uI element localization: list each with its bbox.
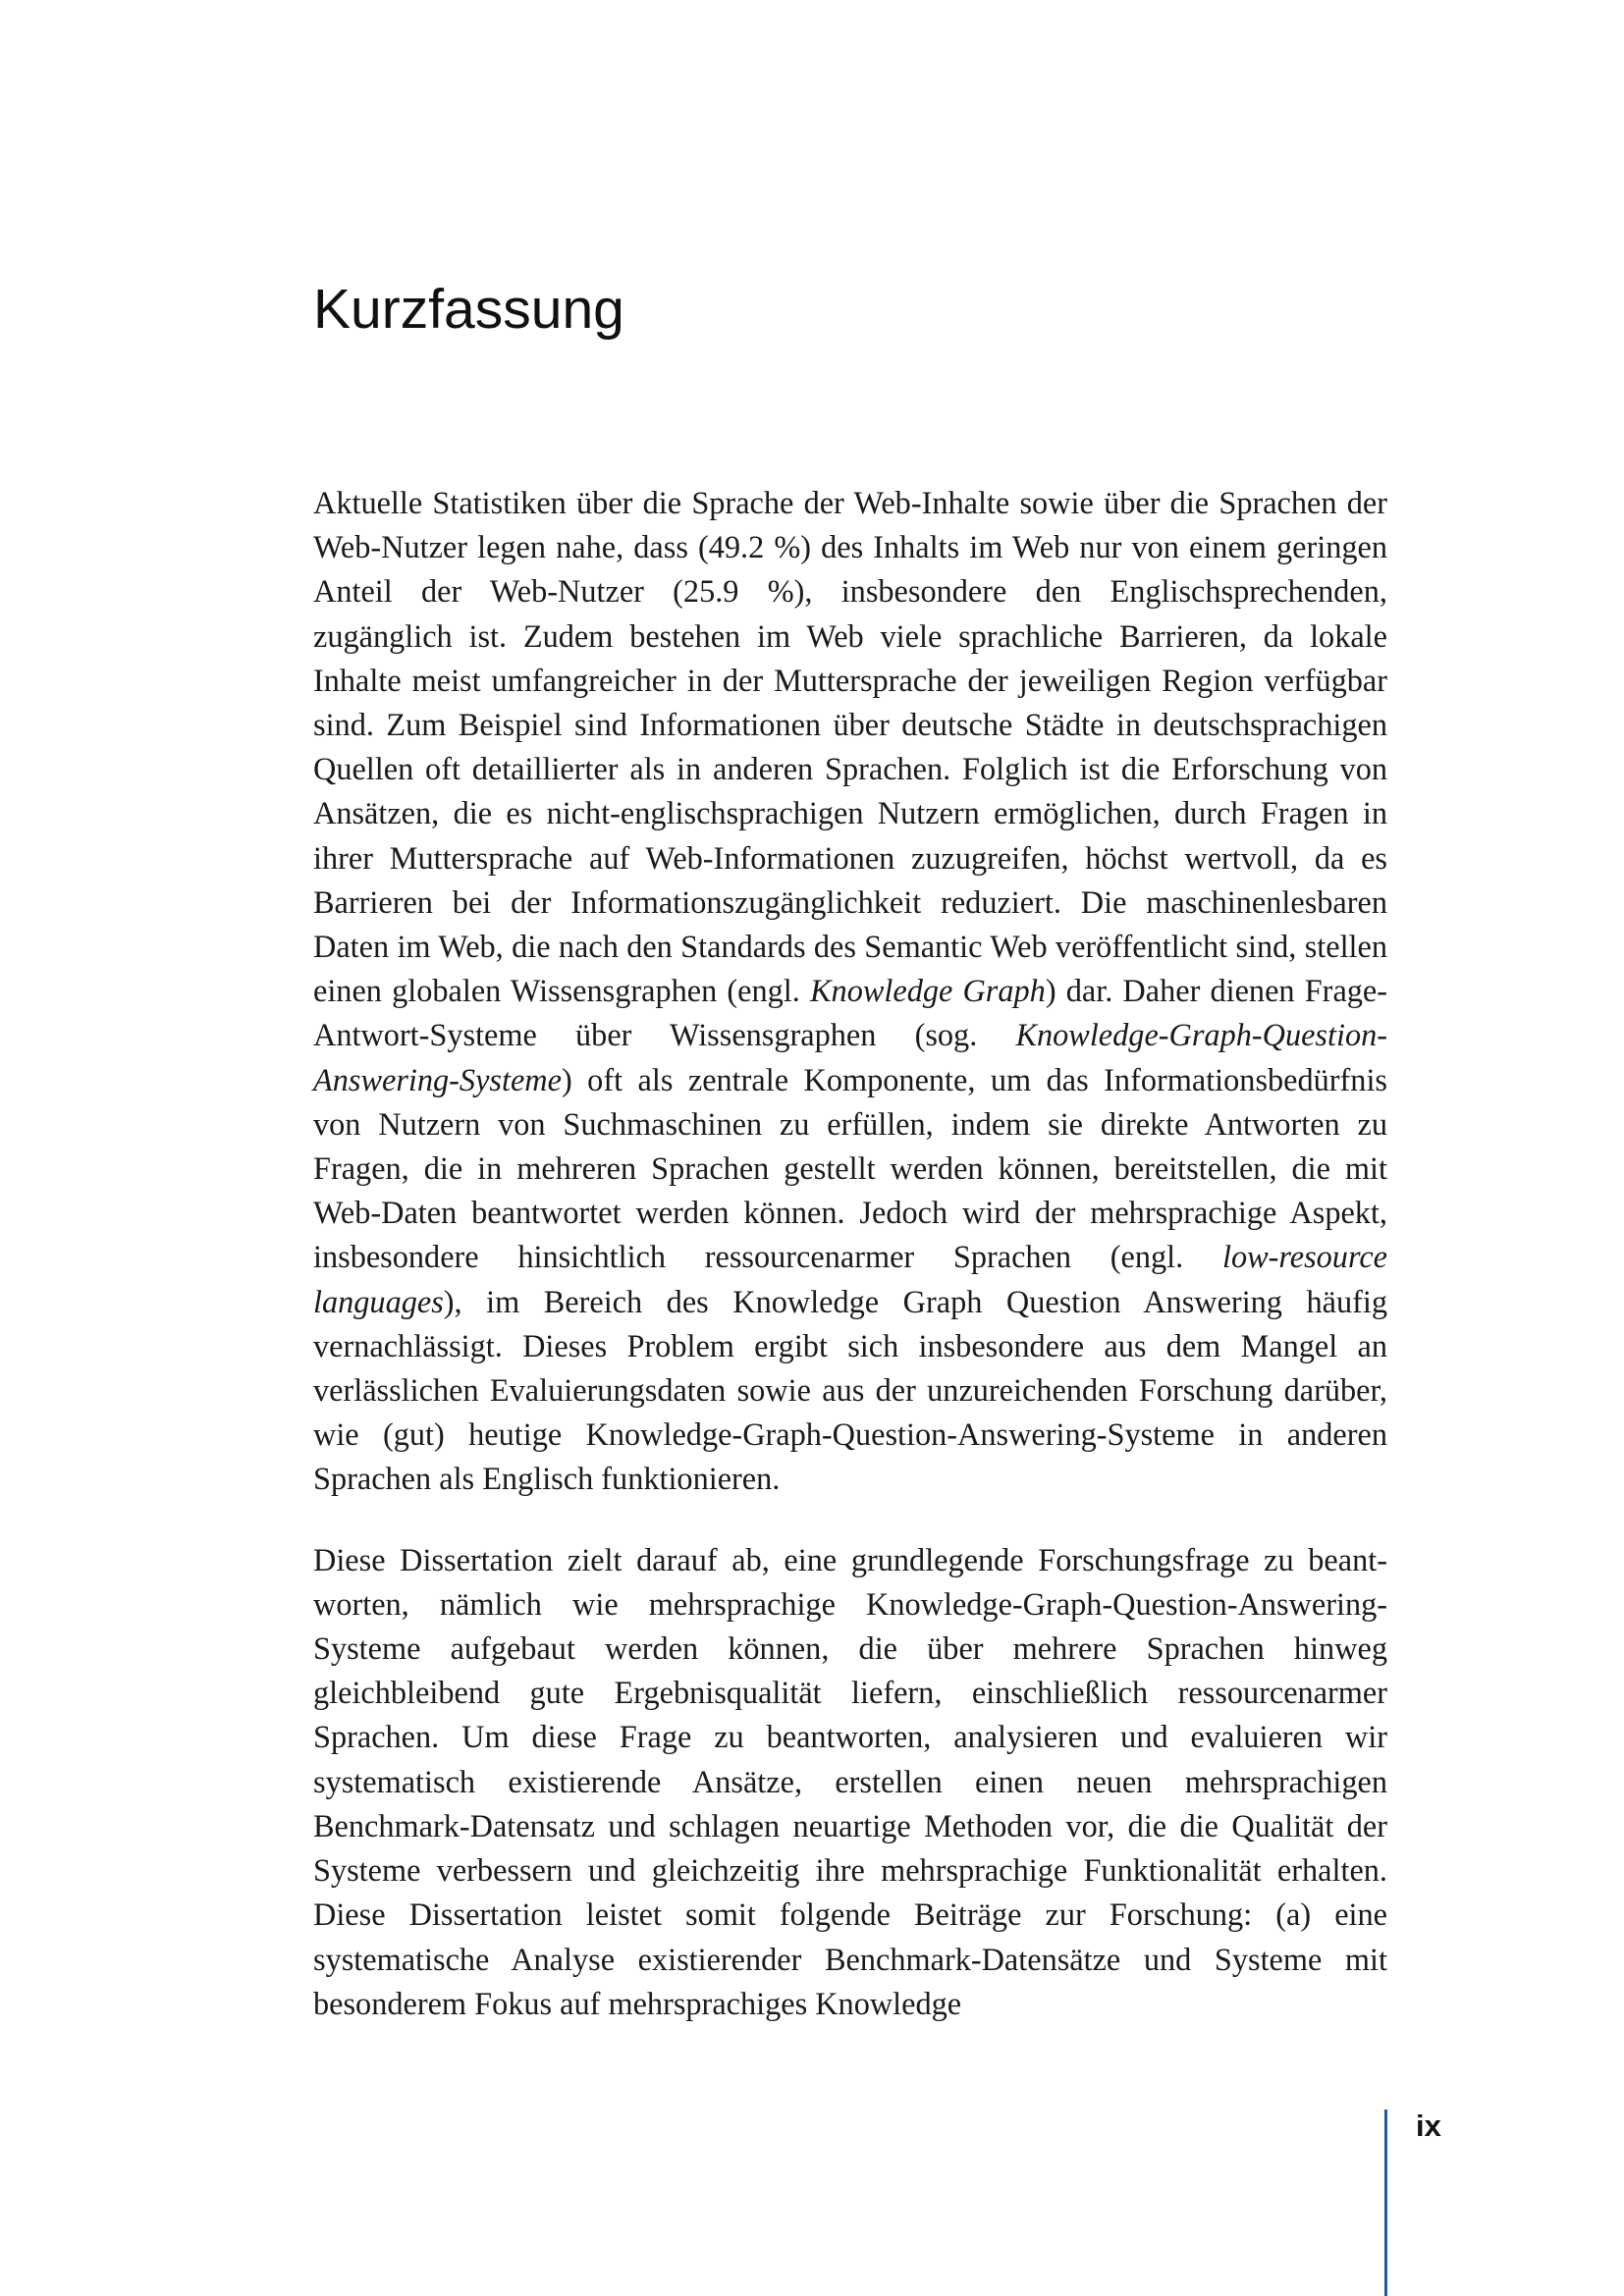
paragraph-1-segment: ) dar. Daher dienen Frage-Antwort-Systeme über Wissensgraphen (sog. <box>313 973 1388 1053</box>
paragraph-1 <box>313 481 1387 1502</box>
paragraph-1-segment: Aktuelle Statistiken über die Sprache der Web-Inhalte sowie über die Sprachen der Web-Nutzer legen nahe, dass (49.2 %) des Inhalts im Web nur von einem geringen Anteil der Web-Nutzer (25.9 %), insbesondere den Englischsprechenden, zugänglich ist. Zudem bestehen im Web viele sprachliche Barrieren, da lokale Inhalte meist umfangreicher in der Muttersprache der jeweiligen Region verfügbar sind. Zum Beispiel sind Informationen über deutsche Städte in deutschsprachigen Quellen oft detaillierter als in anderen Sprachen. Folglich ist die Erforschung von Ansätzen, die es nicht-englischsprachigen Nutzern ermöglichen, durch Fragen in ihrer Muttersprache auf Web-Informationen zuzugreifen, höchst wertvoll, da es Barrieren bei der Informationszugänglichkeit reduziert. Die maschinenlesbaren Daten im Web, die nach den Standards des Semantic Web veröffentlicht sind, stellen einen globalen Wissensgraphen (engl. <box>313 485 1387 1009</box>
paragraph-2-segment: Diese Dissertation zielt darauf ab, eine grundlegende Forschungsfrage zu beantworten, nämlich wie mehrsprachige Knowledge-Graph-Question-Answering-Systeme aufgebaut werden können, die über mehrere Sprachen hinweg gleichbleibend gute Ergebnisqualität liefern, einschließlich ressourcenarmer Sprachen. Um diese Frage zu beantworten, analysieren und evaluieren wir systematisch existierende Ansätze, erstellen einen neuen mehrsprachigen Benchmark-Datensatz und schlagen neuartige Methoden vor, die die Qualität der Systeme verbessern und gleichzeitig ihre mehrsprachige Funktionalität erhalten. Diese Dissertation leistet somit folgende Beiträge zur Forschung: (a) eine systematische Analyse existierender Benchmark-Datensätze und Systeme mit besonderem Fokus auf mehrsprachiges Knowledge <box>313 1541 1387 2021</box>
paragraph-2 <box>313 1538 1387 2026</box>
term-kgqa-systeme: Knowledge-Graph-Question-Answering-Systeme <box>313 1017 1387 1097</box>
paragraph-1-segment: ) oft als zentrale Komponente, um das Informationsbedürfnis von Nutzern von Suchmaschinen zu erfüllen, indem sie direkte Antworten zu Fragen, die in mehreren Sprachen gestellt werden können, bereitstellen, die mit Web-Daten beantwortet werden können. Jedoch wird der mehrsprachige Aspekt, insbesondere hinsichtlich ressourcenarmer Sprachen (engl. <box>313 1061 1387 1275</box>
paragraph-1-segment: ), im Bereich des Knowledge Graph Question Answering häufig vernachlässigt. Dieses Problem ergibt sich insbesondere aus dem Mangel an verlässlichen Evaluierungsdaten sowie aus der unzureichenden Forschung darüber, wie (gut) heutige Knowledge-Graph-Question-Answering-Systeme in anderen Sprachen als Englisch funktionieren. <box>313 1283 1387 1497</box>
page-number: ix <box>1416 2109 1441 2143</box>
term-low-resource-languages: low-resource languages <box>313 1239 1387 1319</box>
term-knowledge-graph: Knowledge Graph <box>810 973 1046 1009</box>
page-margin-rule <box>1384 2109 1387 2296</box>
abstract-body <box>313 481 1387 2026</box>
chapter-title: Kurzfassung <box>313 278 624 341</box>
